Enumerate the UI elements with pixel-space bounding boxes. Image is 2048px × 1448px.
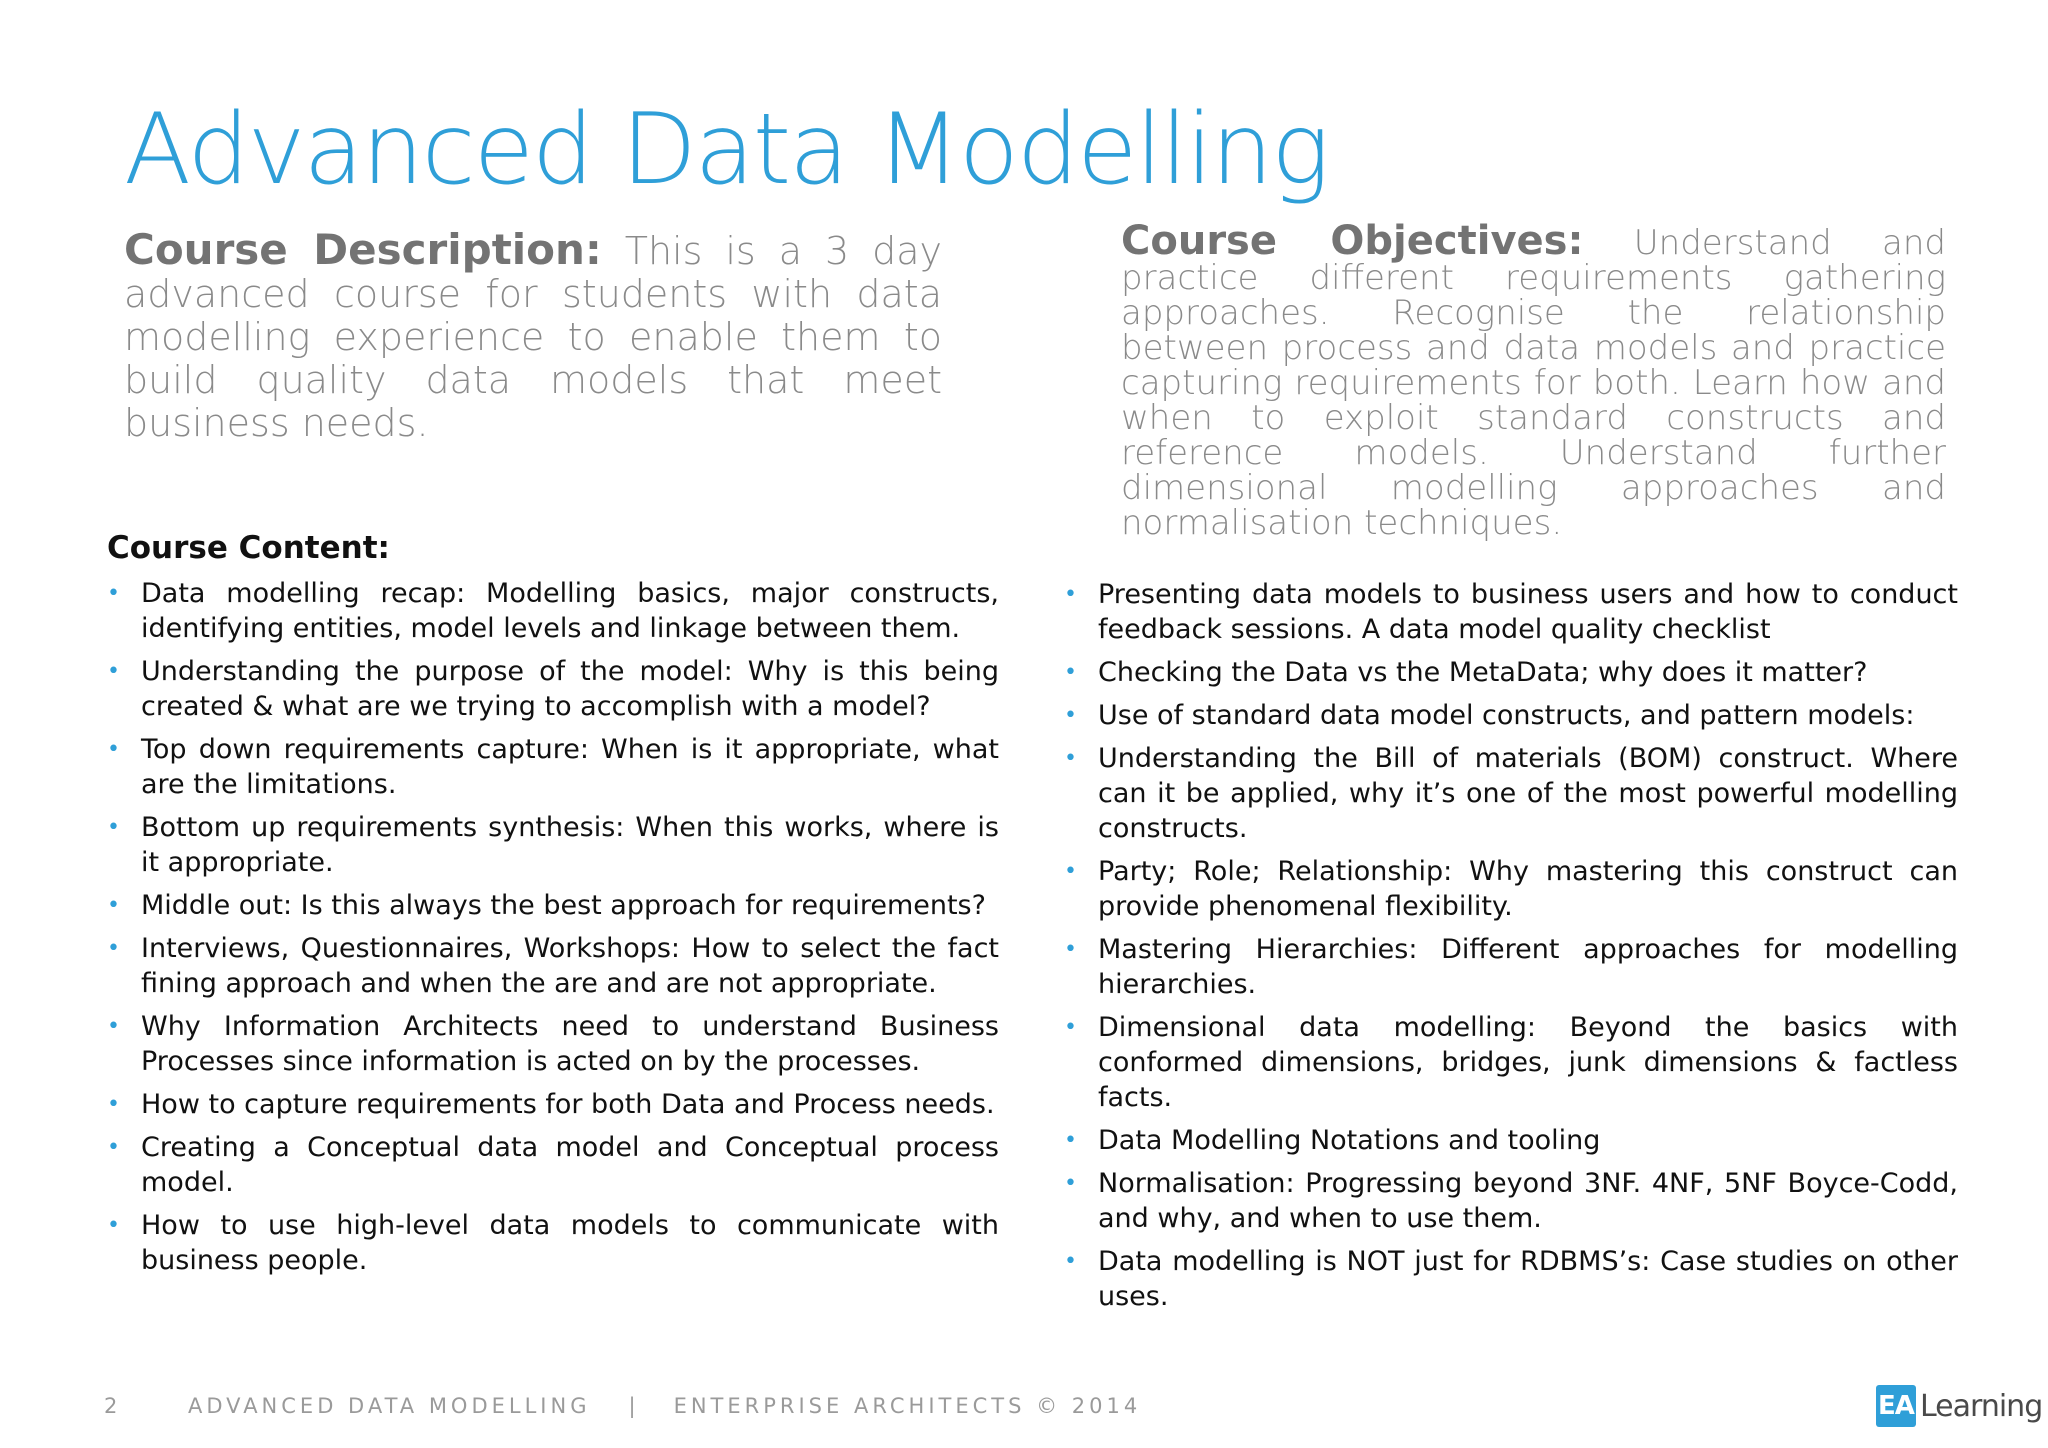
bullet-dot-icon: • <box>107 1213 120 1238</box>
bullet-dot-icon: • <box>107 659 120 684</box>
list-item: • Mastering Hierarchies: Different approaches for modelling hierarchies. <box>1064 934 1958 1000</box>
bullet-dot-icon: • <box>1064 1249 1077 1274</box>
course-content-list-left <box>107 576 999 1286</box>
bullet-dot-icon: • <box>1064 703 1077 728</box>
course-objectives <box>1121 218 1946 543</box>
list-item: • Party; Role; Relationship: Why mastering this construct can provide phenomenal flexibility. <box>1064 856 1958 922</box>
bullet-dot-icon: • <box>107 815 120 840</box>
course-description-lead: Course Description: <box>124 225 602 274</box>
bullet-dot-icon: • <box>1064 1171 1077 1196</box>
footer-course-title: ADVANCED DATA MODELLING <box>188 1394 591 1418</box>
list-item: • Data Modelling Notations and tooling <box>1064 1125 1601 1156</box>
course-content-list-right <box>1064 577 1958 1322</box>
list-item: • Dimensional data modelling: Beyond the basics with conformed dimensions, bridges, junk dimensions & factless facts. <box>1064 1012 1958 1113</box>
page-number: 2 <box>104 1394 118 1418</box>
list-item: • Middle out: Is this always the best approach for requirements? <box>107 890 986 921</box>
list-item: • Data modelling recap: Modelling basics, major constructs, identifying entities, model levels and linkage between them. <box>107 578 999 644</box>
bullet-dot-icon: • <box>1064 937 1077 962</box>
list-item: • How to capture requirements for both Data and Process needs. <box>107 1089 995 1120</box>
list-item: • Why Information Architects need to understand Business Processes since information is acted on by the processes. <box>107 1011 999 1077</box>
footer-copyright: ENTERPRISE ARCHITECTS © 2014 <box>673 1394 1142 1418</box>
list-item: • How to use high-level data models to communicate with business people. <box>107 1210 999 1276</box>
list-item: • Creating a Conceptual data model and Conceptual process model. <box>107 1132 999 1198</box>
bullet-dot-icon: • <box>107 1092 120 1117</box>
bullet-dot-icon: • <box>107 1135 120 1160</box>
bullet-dot-icon: • <box>107 936 120 961</box>
list-item: • Understanding the purpose of the model: Why is this being created & what are we trying to accomplish with a model? <box>107 656 999 722</box>
bullet-dot-icon: • <box>107 737 120 762</box>
list-item: • Data modelling is NOT just for RDBMS’s: Case studies on other uses. <box>1064 1246 1958 1312</box>
list-item: • Use of standard data model constructs, and pattern models: <box>1064 700 1915 731</box>
ea-logo-mark: EA <box>1876 1385 1916 1427</box>
list-item: • Interviews, Questionnaires, Workshops: How to select the fact fining approach and when the are and are not appropriate. <box>107 933 999 999</box>
course-description <box>124 225 942 445</box>
footer-separator: | <box>628 1394 636 1418</box>
bullet-dot-icon: • <box>107 1014 120 1039</box>
footer <box>104 1394 1141 1418</box>
course-description-text: This is a 3 day advanced course for students with data modelling experience to enable them to build quality data models that meet business needs. <box>124 229 942 445</box>
bullet-dot-icon: • <box>1064 746 1077 771</box>
list-item: • Normalisation: Progressing beyond 3NF. 4NF, 5NF Boyce-Codd, and why, and when to use them. <box>1064 1168 1958 1234</box>
bullet-dot-icon: • <box>1064 859 1077 884</box>
list-item: • Bottom up requirements synthesis: When this works, where is it appropriate. <box>107 812 999 878</box>
list-item: • Understanding the Bill of materials (BOM) construct. Where can it be applied, why it’s one of the most powerful modelling constructs. <box>1064 743 1958 844</box>
list-item: • Checking the Data vs the MetaData; why does it matter? <box>1064 657 1868 688</box>
ea-learning-logo <box>1876 1383 2042 1429</box>
bullet-dot-icon: • <box>1064 1015 1077 1040</box>
bullet-dot-icon: • <box>107 893 120 918</box>
course-content-heading: Course Content: <box>107 530 390 566</box>
course-objectives-lead: Course Objectives: <box>1121 218 1584 264</box>
bullet-dot-icon: • <box>1064 660 1077 685</box>
list-item: • Top down requirements capture: When is it appropriate, what are the limitations. <box>107 734 999 800</box>
list-item: • Presenting data models to business users and how to conduct feedback sessions. A data model quality checklist <box>1064 579 1958 645</box>
ea-logo-text: Learning <box>1920 1388 2043 1424</box>
bullet-dot-icon: • <box>1064 1128 1077 1153</box>
course-objectives-text: Understand and practice different requirements gathering approaches. Recognise the relationship between process and data models and practice capturing requirements for both. Learn how and when to exploit standard constructs and reference models. Understand further dimensional modelling approaches and normalisation techniques. <box>1121 223 1946 543</box>
page-title: Advanced Data Modelling <box>124 93 1328 207</box>
bullet-dot-icon: • <box>107 581 120 606</box>
bullet-dot-icon: • <box>1064 582 1077 607</box>
